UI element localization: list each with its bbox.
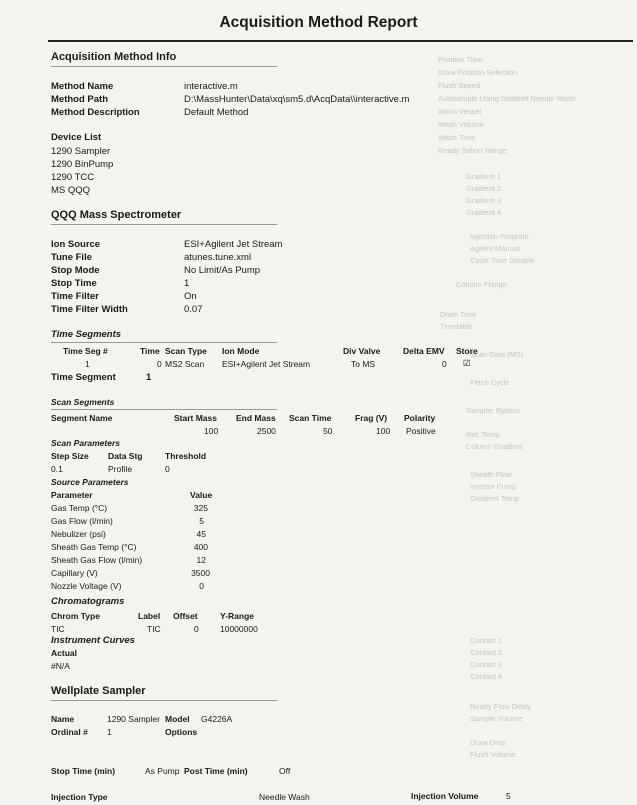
ghost-text: Sheath Flow	[470, 470, 512, 479]
time-segment-label: Time Segment	[51, 372, 116, 383]
col-header-data-stg: Data Stg	[108, 451, 143, 461]
sampler-post-time-value: Off	[279, 766, 291, 776]
ghost-text: Ready Flow Delay	[470, 702, 531, 711]
ghost-text: Draw Drop	[470, 738, 506, 747]
time-seg-div-valve: To MS	[351, 359, 376, 369]
col-header-step-size: Step Size	[51, 451, 89, 461]
col-header-store: Store	[456, 346, 478, 356]
method-description-value: Default Method	[184, 107, 249, 118]
injection-type-label: Injection Type	[51, 792, 108, 802]
source-param-value: 325	[193, 503, 208, 513]
ghost-text: Flush Volume	[470, 750, 516, 759]
ghost-text: Draw Position Selection	[438, 68, 518, 77]
tune-file-label: Tune File	[51, 252, 92, 263]
ghost-text: Column Gradient	[466, 442, 523, 451]
chromatograms-heading: Chromatograms	[51, 596, 125, 607]
col-header-value: Value	[190, 490, 213, 500]
source-param-value: 12	[196, 555, 206, 565]
ghost-text: Gradient 2	[466, 184, 502, 193]
time-seg-number: 1	[85, 359, 90, 369]
ghost-text: Scan Data (MS)	[470, 350, 524, 359]
injection-volume-label: Injection Volume	[411, 791, 479, 801]
ghost-text: Gradient 1	[466, 172, 502, 181]
ghost-text: Flush Speed	[438, 81, 481, 90]
source-param-name: Nozzle Voltage (V)	[51, 581, 122, 591]
section-underline	[51, 700, 277, 701]
col-header-end-mass: End Mass	[236, 413, 276, 423]
col-header-offset: Offset	[173, 611, 198, 621]
method-name-label: Method Name	[51, 81, 114, 92]
time-filter-value: On	[184, 291, 197, 302]
sampler-stop-time-value: As Pump	[145, 766, 180, 776]
device-list-label: Device List	[51, 132, 102, 143]
ghost-text: Wash Time	[438, 133, 476, 142]
actual-value: #N/A	[51, 661, 70, 671]
ghost-text: Ready Select Range	[438, 146, 507, 155]
time-seg-ion-mode: ESI+Agilent Jet Stream	[222, 359, 311, 369]
ghost-text: Autosample Using Seatbelt Needle Wash	[438, 94, 576, 103]
tune-file-value: atunes.tune.xml	[184, 252, 252, 263]
ghost-text: Injection Program	[470, 232, 529, 241]
col-header-div-valve: Div Valve	[343, 346, 381, 356]
title-divider	[48, 40, 633, 42]
sampler-options-label: Options	[165, 727, 198, 737]
actual-label: Actual	[51, 648, 77, 658]
method-description-label: Method Description	[51, 107, 140, 118]
store-checkbox-icon: ☑	[463, 358, 471, 368]
stop-time-label: Stop Time	[51, 278, 97, 289]
ghost-text: Drain Time	[440, 310, 477, 319]
ghost-text: Wash Volume	[438, 120, 484, 129]
ms-heading: QQQ Mass Spectrometer	[51, 209, 182, 221]
scan-segments-heading: Scan Segments	[51, 397, 115, 407]
ghost-text: Wash Vessel	[438, 107, 482, 116]
injection-type-value: Needle Wash	[259, 792, 310, 802]
ghost-text: Contact 3	[470, 660, 503, 669]
source-param-value: 400	[193, 542, 208, 552]
threshold-value: 0	[165, 464, 170, 474]
method-info-heading: Acquisition Method Info	[51, 51, 177, 63]
section-underline	[51, 342, 277, 343]
source-param-value: 3500	[191, 568, 210, 578]
sampler-name-label: Name	[51, 714, 75, 724]
time-segments-heading: Time Segments	[51, 329, 122, 340]
sampler-model-label: Model	[165, 714, 190, 724]
scan-start-mass: 100	[204, 426, 219, 436]
time-seg-scan-type: MS2 Scan	[165, 359, 205, 369]
method-name-value: interactive.m	[184, 81, 238, 92]
time-filter-width-value: 0.07	[184, 304, 203, 315]
stop-time-value: 1	[184, 278, 190, 289]
time-seg-delta-emv: 0	[442, 359, 447, 369]
chrom-offset-value: 0	[194, 624, 199, 634]
section-underline	[51, 224, 277, 225]
sampler-model-value: G4226A	[201, 714, 233, 724]
ghost-text: Gradient 4	[466, 208, 502, 217]
device-item: 1290 BinPump	[51, 159, 114, 170]
injection-volume-value: 5	[506, 791, 511, 801]
scan-polarity: Positive	[406, 426, 436, 436]
source-param-value: 0	[199, 581, 204, 591]
sampler-name-value: 1290 Sampler	[107, 714, 160, 724]
step-size-value: 0.1	[51, 464, 63, 474]
method-path-label: Method Path	[51, 94, 108, 105]
col-header-scan-type: Scan Type	[165, 346, 207, 356]
ghost-text: Gradient 3	[466, 196, 502, 205]
ghost-text: Ref. Temp	[466, 430, 501, 439]
chrom-y-range-value: 10000000	[220, 624, 258, 634]
stop-mode-label: Stop Mode	[51, 265, 100, 276]
device-item: 1290 TCC	[51, 172, 95, 183]
time-segment-value: 1	[146, 372, 152, 383]
scan-end-mass: 2500	[257, 426, 276, 436]
stop-mode-value: No Limit/As Pump	[184, 265, 261, 276]
col-header-delta-emv: Delta EMV	[403, 346, 445, 356]
source-param-value: 45	[196, 529, 206, 539]
time-filter-label: Time Filter	[51, 291, 99, 302]
ghost-text: Agilent Manual	[470, 244, 520, 253]
sampler-heading: Wellplate Sampler	[51, 685, 146, 697]
method-path-value: D:\MassHunter\Data\xq\sm5.d\AcqData\\interactive.m	[184, 94, 410, 105]
ghost-text: Injector Pump	[470, 482, 517, 491]
ion-source-label: Ion Source	[51, 239, 101, 250]
report-title: Acquisition Method Report	[219, 14, 418, 31]
col-header-polarity: Polarity	[404, 413, 436, 423]
ghost-text: Fetch Cycle	[470, 378, 510, 387]
col-header-y-range: Y-Range	[220, 611, 255, 621]
col-header-label: Label	[138, 611, 161, 621]
sampler-ordinal-value: 1	[107, 727, 112, 737]
sampler-stop-time-label: Stop Time (min)	[51, 766, 116, 776]
ghost-text: Contact 1	[470, 636, 503, 645]
source-parameters-heading: Source Parameters	[51, 477, 129, 487]
ghost-text: Cycle Time Disable	[470, 256, 535, 265]
chrom-type-value: TIC	[51, 624, 65, 634]
ghost-text: Contact 4	[470, 672, 503, 681]
ghost-text: Gradient Temp	[470, 494, 520, 503]
source-param-name: Gas Flow (l/min)	[51, 516, 113, 526]
col-header-parameter: Parameter	[51, 490, 93, 500]
col-header-frag: Frag (V)	[355, 413, 388, 423]
source-param-value: 5	[199, 516, 204, 526]
source-param-name: Capillary (V)	[51, 568, 98, 578]
time-seg-time: 0	[157, 359, 162, 369]
section-underline	[51, 66, 277, 67]
col-header-scan-time: Scan Time	[289, 413, 332, 423]
col-header-time: Time	[140, 346, 160, 356]
scan-parameters-heading: Scan Parameters	[51, 438, 120, 448]
time-filter-width-label: Time Filter Width	[51, 304, 128, 315]
source-param-name: Nebulizer (psi)	[51, 529, 106, 539]
scan-frag: 100	[376, 426, 391, 436]
device-item: MS QQQ	[51, 185, 91, 196]
section-underline	[51, 409, 277, 410]
device-item: 1290 Sampler	[51, 146, 111, 157]
col-header-threshold: Threshold	[165, 451, 207, 461]
ghost-text: Position Time	[438, 55, 484, 64]
instrument-curves-heading: Instrument Curves	[51, 635, 135, 646]
data-stg-value: Profile	[108, 464, 133, 474]
sampler-ordinal-label: Ordinal #	[51, 727, 88, 737]
source-param-name: Sheath Gas Temp (°C)	[51, 542, 137, 552]
ghost-text: Timetable	[440, 322, 473, 331]
sampler-post-time-label: Post Time (min)	[184, 766, 248, 776]
scan-time: 50	[323, 426, 333, 436]
ghost-text: Column Flange	[456, 280, 507, 289]
col-header-segment-name: Segment Name	[51, 413, 113, 423]
source-param-name: Sheath Gas Flow (l/min)	[51, 555, 143, 565]
col-header-start-mass: Start Mass	[174, 413, 217, 423]
col-header-ion-mode: Ion Mode	[222, 346, 260, 356]
ghost-text: Contact 2	[470, 648, 503, 657]
col-header-chrom-type: Chrom Type	[51, 611, 100, 621]
col-header-time-seg: Time Seg #	[63, 346, 108, 356]
source-param-name: Gas Temp (°C)	[51, 503, 108, 513]
ghost-text: Sample Volume	[470, 714, 523, 723]
ion-source-value: ESI+Agilent Jet Stream	[184, 239, 283, 250]
chrom-label-value: TIC	[147, 624, 161, 634]
ghost-text: Sampler Bypass	[466, 406, 521, 415]
